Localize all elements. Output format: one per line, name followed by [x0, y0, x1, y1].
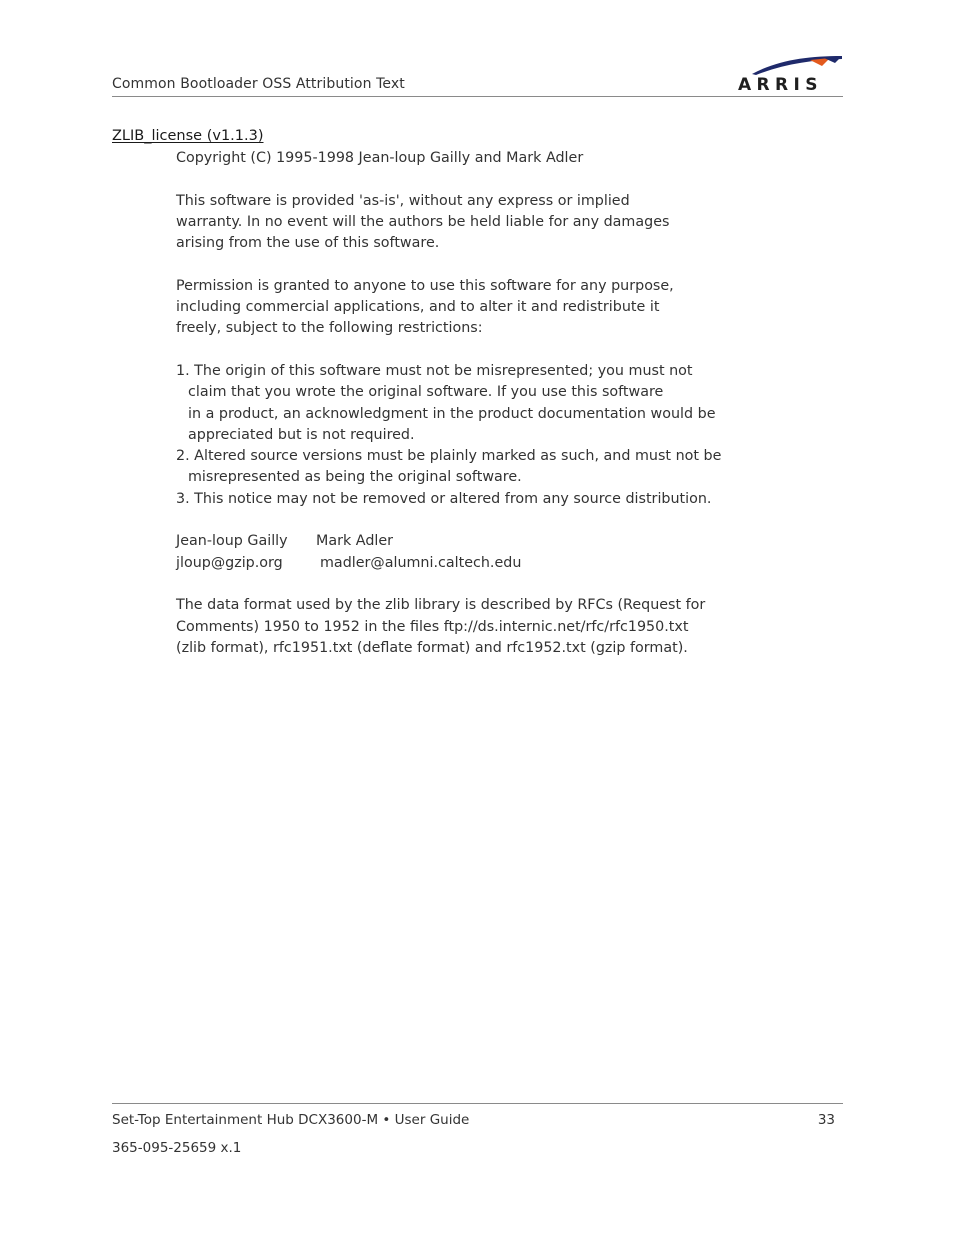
copyright-line: Copyright (C) 1995-1998 Jean-loup Gailly and Mark Adler: [176, 150, 584, 166]
restriction-cont-line: claim that you wrote the original software. If you use this software: [188, 384, 664, 401]
restriction-cont-line: misrepresented as being the original software.: [188, 469, 522, 486]
footer-product: Set-Top Entertainment Hub DCX3600-M • User Guide: [112, 1112, 470, 1128]
restrictions-list: [176, 361, 736, 510]
warranty-line: arising from the use of this software.: [176, 235, 440, 252]
restriction-cont-line: in a product, an acknowledgment in the product documentation would be: [188, 405, 716, 422]
restriction-item: [176, 361, 736, 446]
author-email: jloup@gzip.org: [176, 554, 283, 571]
restriction-item: [176, 489, 736, 510]
format-line: The data format used by the zlib library is described by RFCs (Request for: [176, 597, 706, 614]
format-line: Comments) 1950 to 1952 in the files ftp://ds.internic.net/rfc/rfc1950.txt: [176, 618, 689, 635]
restriction-first-line: 2. Altered source versions must be plainly marked as such, and must not be: [176, 448, 722, 465]
logo-text: ARRIS: [738, 75, 823, 95]
permission-line: Permission is granted to anyone to use this software for any purpose,: [176, 277, 674, 294]
authors-block: [176, 531, 736, 574]
format-line: (zlib format), rfc1951.txt (deflate format) and rfc1952.txt (gzip format).: [176, 639, 688, 656]
warranty-line: warranty. In no event will the authors be held liable for any damages: [176, 213, 670, 230]
section-heading: ZLIB_license (v1.1.3): [112, 128, 264, 144]
document-number: 365-095-25659 x.1: [112, 1140, 242, 1156]
authors-emails-row: [176, 553, 736, 574]
restriction-first-line: 3. This notice may not be removed or altered from any source distribution.: [176, 490, 712, 507]
arris-logo: [738, 54, 844, 94]
author-name: Jean-loup Gailly: [176, 533, 288, 550]
footer-divider: [112, 1103, 843, 1104]
authors-names-row: [176, 531, 736, 552]
permission-line: freely, subject to the following restrictions:: [176, 320, 483, 337]
license-body: [176, 148, 736, 659]
restriction-cont-line: appreciated but is not required.: [188, 426, 415, 443]
page-number: 33: [817, 1112, 835, 1128]
header-divider: [112, 96, 843, 97]
restriction-first-line: 1. The origin of this software must not be misrepresented; you must not: [176, 362, 693, 379]
warranty-line: This software is provided 'as-is', without any express or implied: [176, 192, 630, 209]
permission-line: including commercial applications, and to alter it and redistribute it: [176, 299, 660, 316]
warranty-paragraph: [176, 191, 736, 255]
permission-paragraph: [176, 276, 736, 340]
author-name: Mark Adler: [316, 533, 394, 550]
restriction-item: [176, 446, 736, 489]
header-title: Common Bootloader OSS Attribution Text: [112, 76, 405, 92]
format-paragraph: [176, 595, 736, 659]
author-email: madler@alumni.caltech.edu: [320, 554, 522, 571]
